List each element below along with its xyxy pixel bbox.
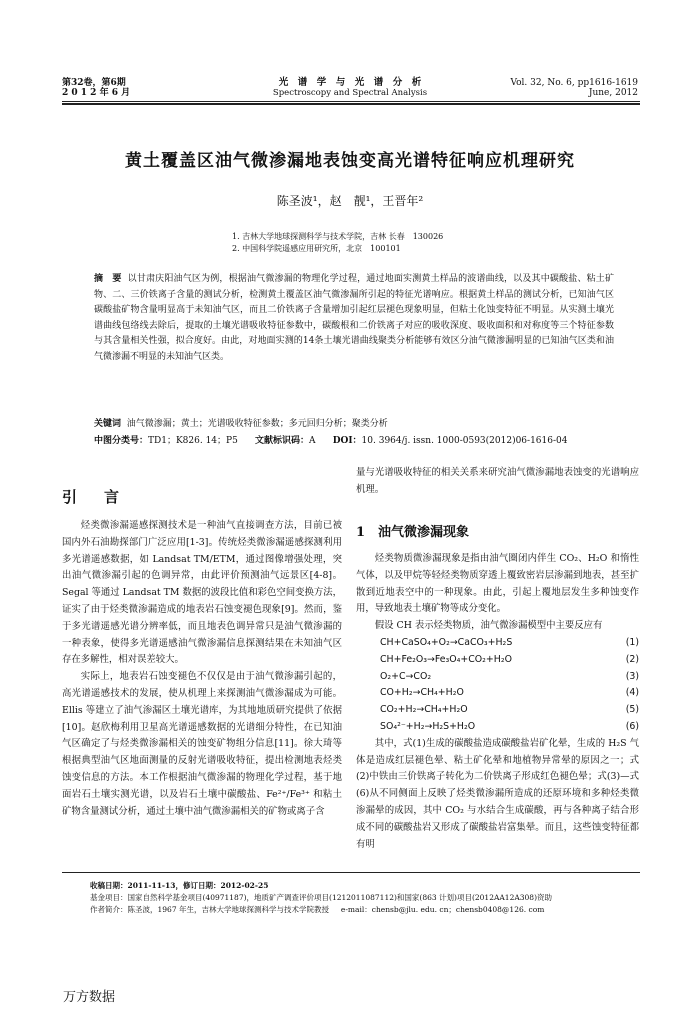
abstract: 摘 要 以甘肃庆阳油气区为例，根据油气微渗漏的物理化学过程，通过地面实测黄土样品的波谱曲线，以及其中碳酸盐、粘土矿物、二、三价铁离子含量的测试分析，检测黄土覆盖区油气微渗漏所引起的特征光谱响应。根据黄土样品的测试分析，已知油气区碳酸盐矿物含量明显高于未知油气区，而且二价铁离子含量增加引起红层褪色现象明显，但粘土化蚀变特征不明显。从实测土壤光谱曲线包络线去除后，提取的土壤光谱吸收特征参数中，碳酸根和二价铁离子对应的吸收深度、吸收面积和对称度等三个特征参数与其含量相关性强，拟合度好。由此，对地面实测的14条土壤光谱曲线聚类分析能够有效区分油气微渗漏明显的已知油气区类和油气微渗漏不明显的未知油气区类。: [94, 274, 614, 362]
keywords: 关键词 油气微渗漏；黄土；光谱吸收特征参数；多元回归分析；聚类分析: [94, 419, 388, 429]
classification: 中图分类号：TD1；K826. 14；P5 文献标识码：A DOI：10. 3964/j. issn. 1000-0593(2012)06-1616-04: [94, 436, 568, 446]
equation: CO+H₂→CH₄+H₂O (4): [380, 687, 639, 699]
intro-heading: 引 言: [62, 488, 126, 506]
equation-list: [356, 635, 639, 736]
footnote-rule: [62, 872, 640, 873]
intro-body: 烃类微渗漏遥感探测技术是一种油气直接调查方法，目前已被国内外石油勘探部门广泛应用[1-3]。传统烃类微渗漏遥感探测利用多光谱遥感数据，如 Landsat TM/ETM，通过图像增强处理，突出油气微渗漏引起的色调异常，由此评价预测油气远景区[4-8]。Segal 等通过 Landsat TM 数据的波段比值和彩色空间变换方法，证实了由于烃类微渗漏造成的地表岩石蚀变褪色现象[9]。然而，鉴于多光谱遥感光谱分辨率低，而且地表色调异常只是油气微渗漏的一种表象，使得多光谱遥感油气微渗漏信息探测结果在未知油气区存在多解性，相对误差较大。 实际上，地表岩石蚀变褪色不仅仅是由于油气微渗漏引起的，高光谱遥感技术的发展，使从机理上来探测油气微渗漏成为可能。Ellis 等建立了油气渗漏区土壤光谱库，为其地地质研究提供了依据[10]。赵欣梅利用卫星高光谱遥感数据的光谱细分特性，在已知油气区确定了与烃类微渗漏相关的蚀变矿物组分信息[11]。徐大琦等根据典型油气区地面测量的反射光谱吸收特征，提出检测地表烃类蚀变信息的方法。本工作根据油气微渗漏的物理化学过程，基于地面岩石土壤实测光谱，以及岩石土壤中碳酸盐、Fe²⁺/Fe³⁺ 和粘土矿物含量测试分析，通过土壤中油气微渗漏相关的矿物或离子含: [62, 520, 342, 817]
journal-volume: 第32卷，第6期 2 0 1 2 年 6 月: [62, 78, 131, 98]
header-rule-2: [62, 103, 640, 105]
equation: CH+Fe₂O₃→Fe₃O₄+CO₂+H₂O (2): [380, 653, 639, 665]
equation: SO₄²⁻+H₂→H₂S+H₂O (6): [380, 720, 639, 732]
watermark: 万方数据: [63, 990, 116, 1005]
equation: O₂+C→CO₂ (3): [380, 670, 639, 682]
journal-name: 光 谱 学 与 光 谱 分 析 Spectroscopy and Spectral Analysis: [272, 77, 428, 98]
section-1-body: 烃类物质微渗漏现象是指由油气圈闭内伴生 CO₂、H₂O 和惰性气体，以及甲烷等轻烃类物质穿透上覆致密岩层渗漏到地表，甚至扩散到近地表空中的一种现象。由此，引起上覆地层发生多种蚀变作用，导致地表土壤矿物等成分变化。 假设 CH 表示烃类物质，油气微渗漏模型中主要反应有 CH+CaSO₄+O₂→CaCO₃+H₂S (1) CH+Fe₂O₃→Fe₃O₄+CO₂+H₂O (2) O₂+C→CO₂ (3) CO+H₂→CH₄+H₂O (4) CO₂+H₂→CH₄+H₂O (5) SO₄²⁻+H₂→H₂S+H₂O (6) 其中，式(1)生成的碳酸盐造成碳酸盐岩矿化晕，生成的 H₂S 气体是造成红层褪色晕、粘土矿化晕和地植物异常晕的原因之一；式(2)中铁由三价铁离子转化为二价铁离子形成红色褪色晕；式(3)—式(6)从不同侧面上反映了烃类微渗漏所造成的还原环境和多种烃类微渗漏晕的成因，其中 CO₂ 与水结合生成碳酸，再与各种离子结合形成不同的碳酸盐岩又形成了碳酸盐岩富集晕。而且，这些蚀变特征都有明: [356, 553, 639, 850]
footnotes: 收稿日期：2011-11-13，修订日期：2012-02-25 基金项目：国家自然科学基金项目(40971187)，地质矿产调查评价项目(1212011087112)和国家(863 计划)项目(2012AA12A308)资助 作者简介：陈圣波，1967 年生，吉林大学地球探测科学与技术学院教授 e-mail：chensb@jlu. edu. cn；chensb0408@126. com: [90, 881, 553, 914]
header-rule: [62, 101, 640, 102]
right-column-continuation: 量与光谱吸收特征的相关关系来研究油气微渗漏地表蚀变的光谱响应机理。: [356, 467, 639, 495]
section-1-heading: 1 油气微渗漏现象: [356, 525, 470, 540]
page-title: 黄土覆盖区油气微渗漏地表蚀变高光谱特征响应机理研究: [125, 151, 575, 171]
authors: 陈圣波¹，赵 靓¹，王晋年²: [276, 194, 424, 208]
equation: CO₂+H₂→CH₄+H₂O (5): [380, 704, 639, 716]
journal-pages: Vol. 32, No. 6, pp1616-1619 June, 2012: [510, 78, 638, 98]
affiliations: 1. 吉林大学地球探测科学与技术学院，吉林 长春 130026 2. 中国科学院遥感应用研究所，北京 100101: [232, 232, 444, 253]
equation: CH+CaSO₄+O₂→CaCO₃+H₂S (1): [380, 636, 639, 648]
